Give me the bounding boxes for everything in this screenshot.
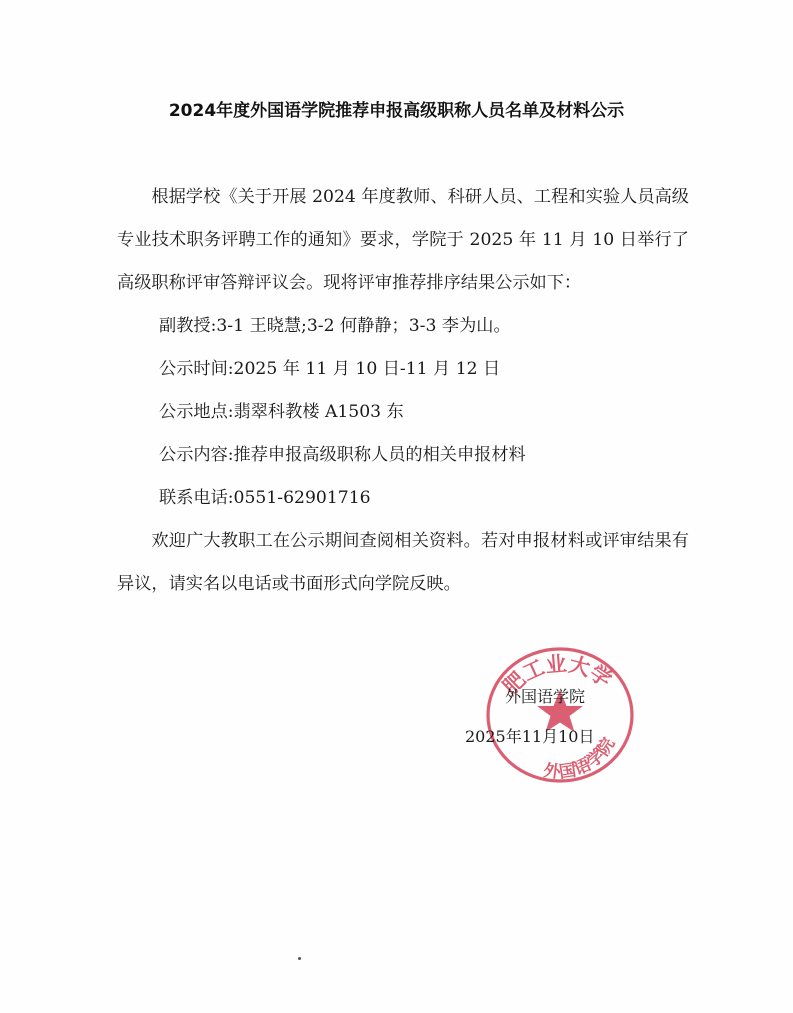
document-body — [117, 176, 689, 606]
document-title: 2024年度外国语学院推荐申报高级职称人员名单及材料公示 — [168, 101, 625, 121]
scan-speck — [298, 957, 301, 960]
signature-organization: 外国语学院 — [505, 687, 586, 706]
intro-paragraph: 根据学校《关于开展 2024 年度教师、科研人员、工程和实验人员高级专业技术职务评聘工作的通知》要求，学院于 2025 年 11 月 10 日举行了高级职称评审答辩评议会。现将评审推荐排序结果公示如下： — [117, 187, 689, 293]
seal-text-top: 肥工业大学 — [497, 650, 617, 700]
seal-text-bottom: 外国语学院 — [542, 734, 620, 783]
content-line: 公示内容:推荐申报高级职称人员的相关申报材料 — [159, 445, 526, 465]
phone-line: 联系电话:0551-62901716 — [159, 488, 371, 508]
signature-date: 2025年11月10日 — [465, 727, 595, 746]
location-line: 公示地点:翡翠科教楼 A1503 东 — [159, 402, 404, 422]
period-line: 公示时间:2025 年 11 月 10 日-11 月 12 日 — [159, 359, 501, 379]
closing-paragraph: 欢迎广大教职工在公示期间查阅相关资料。若对申报材料或评审结果有异议，请实名以电话或书面形式向学院反映。 — [117, 531, 689, 594]
candidates-line: 副教授:3-1 王晓慧;3-2 何静静；3-3 李为山。 — [159, 316, 511, 336]
official-seal — [480, 643, 640, 783]
